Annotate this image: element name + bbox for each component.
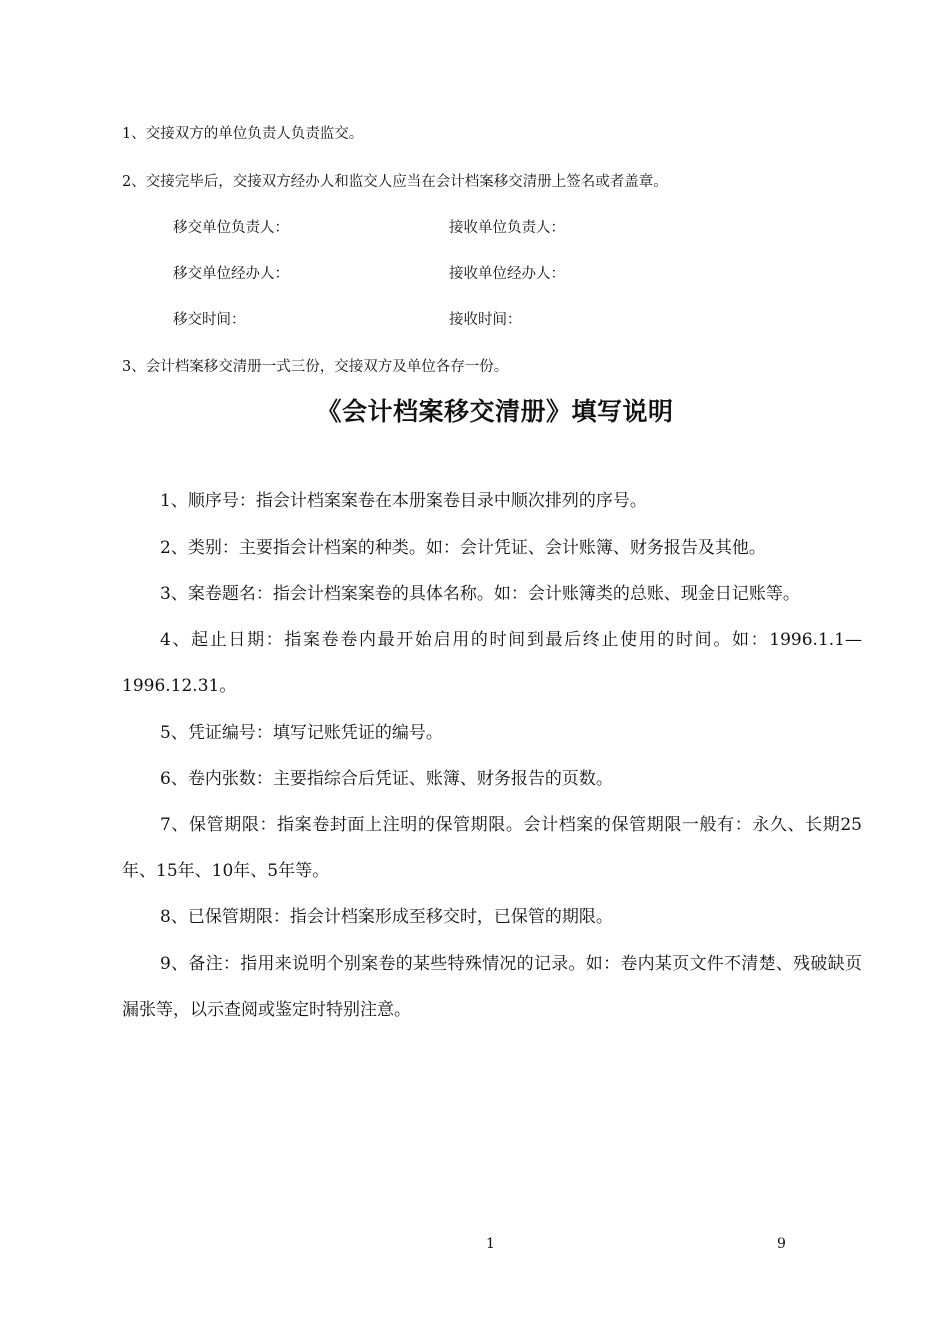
instruction-item-6: 6、卷内张数：主要指综合后凭证、账簿、财务报告的页数。 (160, 769, 613, 789)
receive-head-label: 接收单位负责人： (449, 220, 565, 236)
instruction-item-5: 5、凭证编号：填写记账凭证的编号。 (160, 723, 443, 743)
instruction-item-3: 3、案卷题名：指会计档案案卷的具体名称。如：会计账簿类的总账、现金日记账等。 (160, 584, 800, 604)
page-number-right: 9 (777, 1236, 786, 1252)
instruction-item-1: 1、顺序号：指会计档案案卷在本册案卷目录中顺次排列的序号。 (160, 491, 647, 511)
instruction-item-8: 8、已保管期限：指会计档案形成至移交时，已保管的期限。 (160, 907, 613, 927)
transfer-handler-label: 移交单位经办人： (173, 266, 289, 282)
transfer-time-label: 移交时间： (173, 312, 246, 328)
receive-time-label: 接收时间： (449, 312, 522, 328)
page-number-left: 1 (486, 1236, 495, 1252)
instruction-item-7: 7、保管期限：指案卷封面上注明的保管期限。会计档案的保管期限一般有：永久、长期25年、15年、10年、5年等。 (122, 815, 862, 881)
transfer-head-label: 移交单位负责人： (173, 220, 289, 236)
receive-handler-label: 接收单位经办人： (449, 266, 565, 282)
instructions-title: 《会计档案移交清册》填写说明 (316, 397, 674, 426)
instruction-item-4: 4、起止日期：指案卷卷内最开始启用的时间到最后终止使用的时间。如：1996.1.1—1996.12.31。 (122, 630, 862, 696)
handover-rule-1: 1、交接双方的单位负责人负责监交。 (122, 126, 364, 142)
instruction-item-9: 9、备注：指用来说明个别案卷的某些特殊情况的记录。如：卷内某页文件不清楚、残破缺页漏张等，以示查阅或鉴定时特别注意。 (122, 954, 862, 1020)
handover-rule-2: 2、交接完毕后，交接双方经办人和监交人应当在会计档案移交清册上签名或者盖章。 (122, 174, 668, 190)
handover-rule-3: 3、会计档案移交清册一式三份，交接双方及单位各存一份。 (122, 359, 509, 375)
instruction-item-2: 2、类别：主要指会计档案的种类。如：会计凭证、会计账簿、财务报告及其他。 (160, 538, 766, 558)
